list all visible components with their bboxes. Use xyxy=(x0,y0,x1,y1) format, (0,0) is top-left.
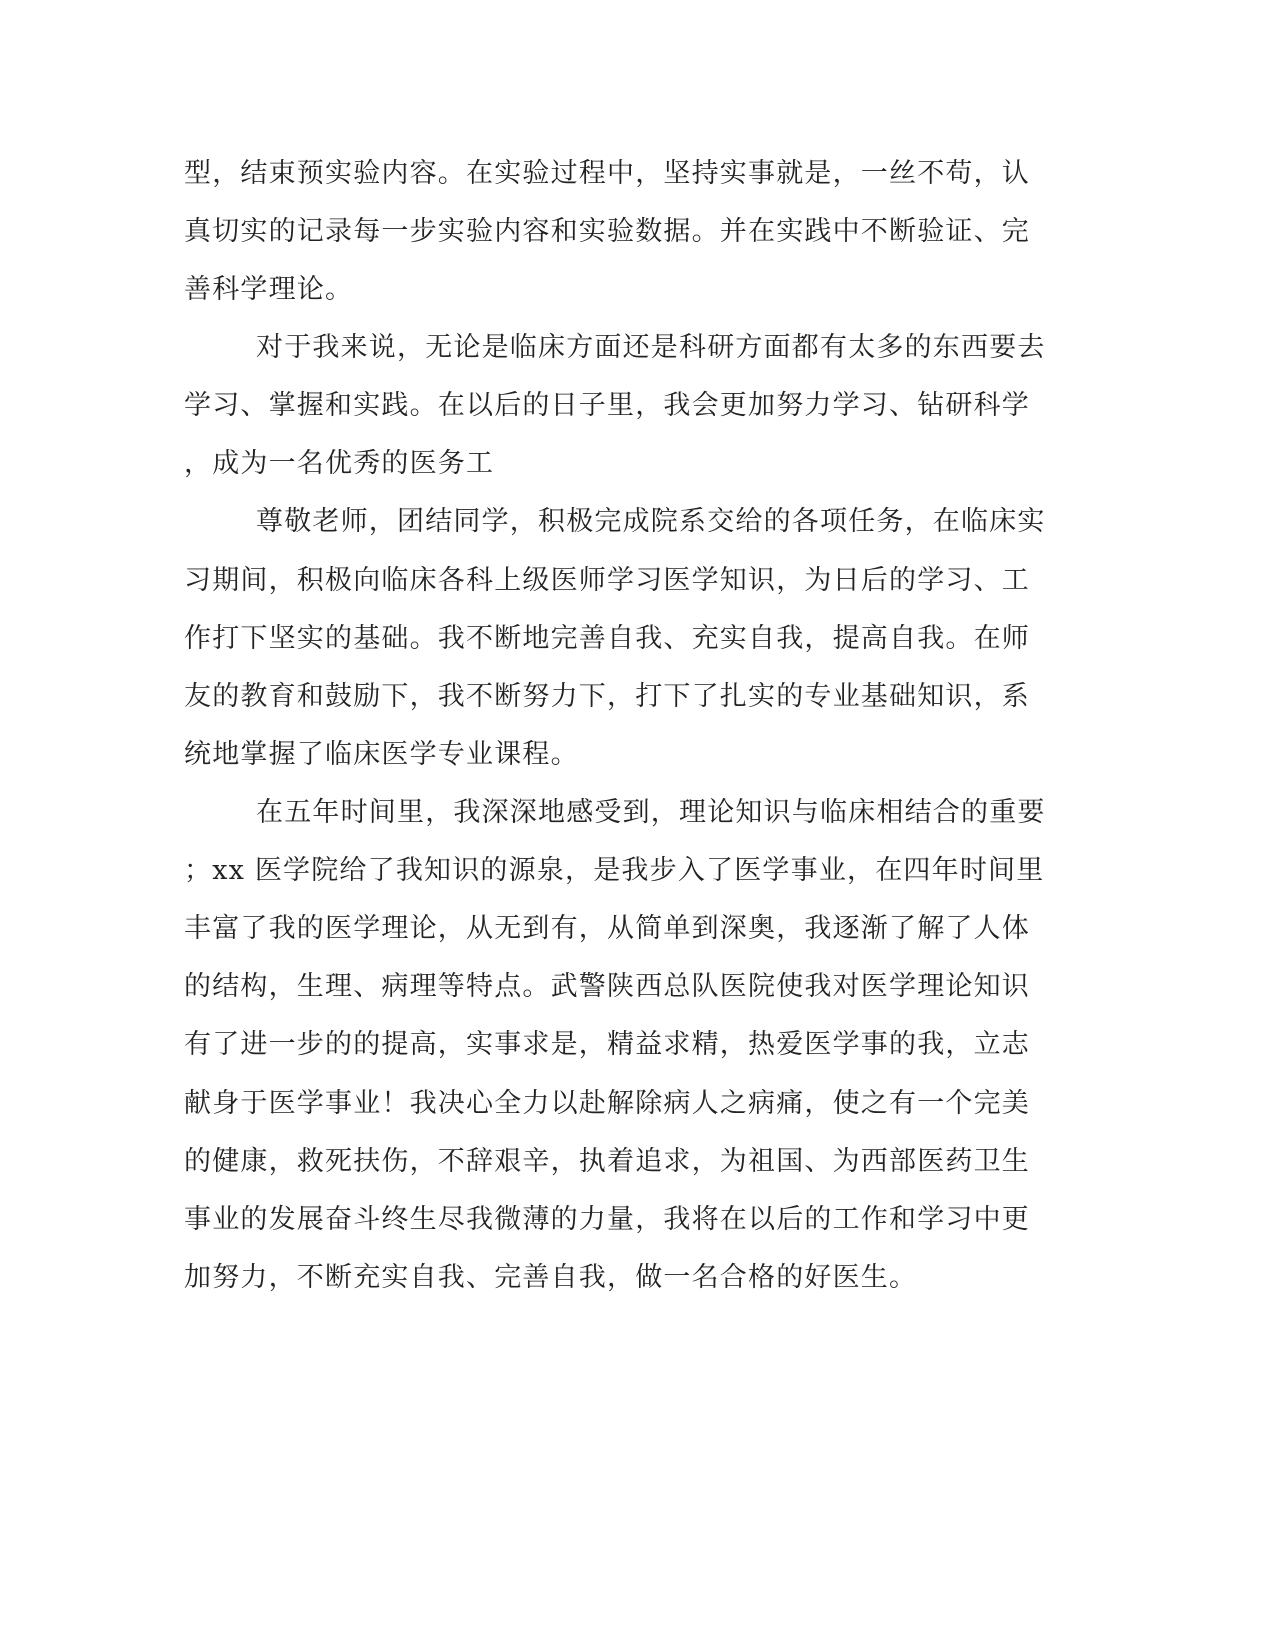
text-line: 型，结束预实验内容。在实验过程中，坚持实事就是，一丝不苟，认 xyxy=(184,158,1030,189)
text-line: ；xx 医学院给了我知识的源泉，是我步入了医学事业，在四年时间里 xyxy=(184,855,1045,886)
text-line: 习期间，积极向临床各科上级医师学习医学知识，为日后的学习、工 xyxy=(184,565,1030,596)
text-line: 有了进一步的的提高，实事求是，精益求精，热爱医学事的我，立志 xyxy=(184,1029,1030,1060)
text-line: 友的教育和鼓励下，我不断努力下，打下了扎实的专业基础知识，系 xyxy=(184,681,1030,712)
paragraph-first-line: 对于我来说，无论是临床方面还是科研方面都有太多的东西要去 xyxy=(256,332,1046,363)
text-line: 统地掌握了临床医学专业课程。 xyxy=(184,739,579,770)
text-line: 丰富了我的医学理论，从无到有，从简单到深奥，我逐渐了解了人体 xyxy=(184,913,1030,944)
text-line: 加努力，不断充实自我、完善自我，做一名合格的好医生。 xyxy=(184,1262,918,1293)
paragraph-first-line: 尊敬老师，团结同学，积极完成院系交给的各项任务，在临床实 xyxy=(256,506,1046,537)
paragraph-first-line: 在五年时间里，我深深地感受到，理论知识与临床相结合的重要 xyxy=(256,797,1046,828)
text-line: 学习、掌握和实践。在以后的日子里，我会更加努力学习、钻研科学 xyxy=(184,390,1030,421)
text-line: ，成为一名优秀的医务工 xyxy=(184,448,495,479)
text-line: 的结构，生理、病理等特点。武警陕西总队医院使我对医学理论知识 xyxy=(184,971,1030,1002)
text-line: 作打下坚实的基础。我不断地完善自我、充实自我，提高自我。在师 xyxy=(184,623,1030,654)
text-line: 真切实的记录每一步实验内容和实验数据。并在实践中不断验证、完 xyxy=(184,216,1030,247)
text-line: 事业的发展奋斗终生尽我微薄的力量，我将在以后的工作和学习中更 xyxy=(184,1204,1030,1235)
text-line: 献身于医学事业！我决心全力以赴解除病人之病痛，使之有一个完美 xyxy=(184,1088,1030,1119)
text-line: 善科学理论。 xyxy=(184,274,354,305)
text-line: 的健康，救死扶伤，不辞艰辛，执着追求，为祖国、为西部医药卫生 xyxy=(184,1146,1030,1177)
